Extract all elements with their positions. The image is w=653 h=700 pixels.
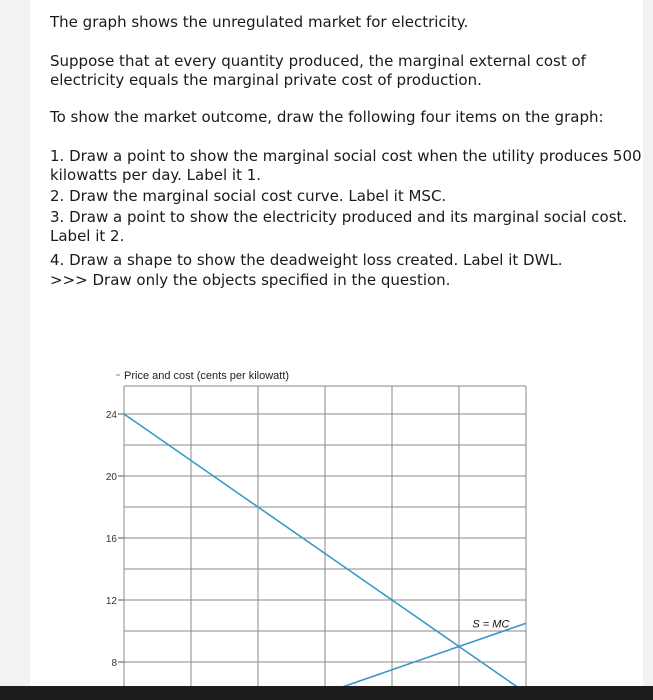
item-1-text: 1. Draw a point to show the marginal social cost when the utility produces 500 <box>50 147 642 165</box>
y-tick-label: 20 <box>105 472 117 483</box>
supply-label: S = MC <box>472 618 510 631</box>
chart-labels <box>472 618 509 630</box>
y-tick-label: 16 <box>105 534 117 545</box>
item-2-text: 2. Draw the marginal social cost curve. Label it MSC. <box>50 187 447 205</box>
y-tick-label: 8 <box>111 658 117 669</box>
y-axis-label: Price and cost (cents per kilowatt) <box>124 370 290 382</box>
item-3-text-cont: Label it 2. <box>50 227 125 245</box>
assumption-text-1: Suppose that at every quantity produced, the marginal external cost of <box>50 52 586 70</box>
note-text: >>> Draw only the objects specified in the question. <box>50 271 451 289</box>
item-1-text-cont: kilowatts per day. Label it 1. <box>50 166 262 184</box>
y-tick-label: 24 <box>105 410 117 421</box>
bottom-bar <box>0 686 653 700</box>
item-4-text: 4. Draw a shape to show the deadweight loss created. Label it DWL. <box>50 251 563 269</box>
item-3-text: 3. Draw a point to show the electricity produced and its marginal social cost. <box>50 208 628 226</box>
assumption-text-2: electricity equals the marginal private cost of production. <box>50 71 482 89</box>
instruction-text: To show the market outcome, draw the following four items on the graph: <box>50 108 604 126</box>
chart-svg[interactable] <box>30 0 643 686</box>
y-tick-label: 12 <box>105 596 117 607</box>
y-axis <box>106 370 289 669</box>
intro-text: The graph shows the unregulated market for electricity. <box>50 13 469 31</box>
supply-curve <box>325 623 526 686</box>
grid <box>124 386 526 686</box>
question-page <box>30 0 643 686</box>
graph-area[interactable] <box>30 0 643 686</box>
